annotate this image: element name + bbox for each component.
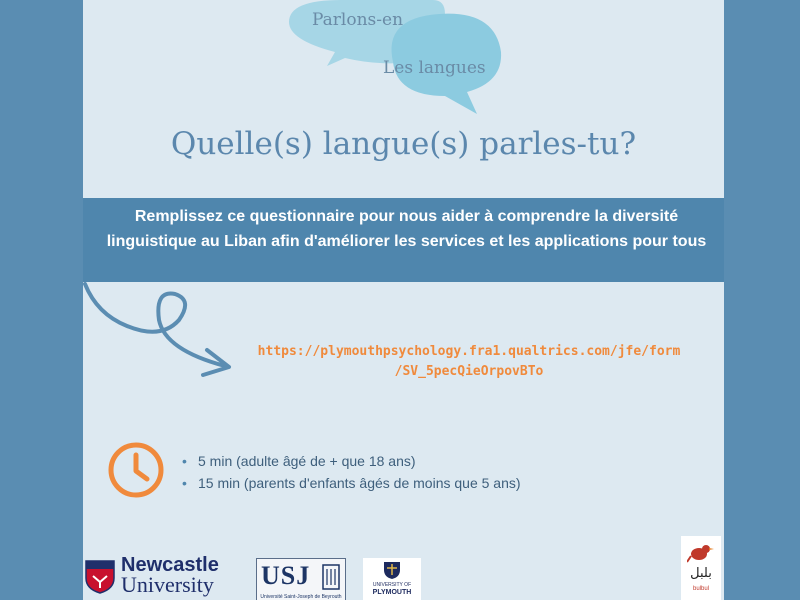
plymouth-crest-icon	[382, 560, 402, 580]
newcastle-line-2: University	[121, 572, 214, 597]
page-title: Quelle(s) langue(s) parles-tu?	[170, 126, 637, 162]
link-line-1[interactable]: https://plymouthpsychology.fra1.qualtrics.com/jfe/form	[257, 344, 681, 359]
link-line-2[interactable]: /SV_5pecQieOrpovBTo	[394, 364, 544, 379]
poster	[83, 0, 724, 600]
banner-text: Remplissez ce questionnaire pour nous aider à comprendre la diversité linguistique au Liban afin d'améliorer les services et les applications pour tous	[106, 208, 707, 250]
bulbul-logo	[681, 536, 721, 600]
bubble-text-les-langues: Les langues	[383, 58, 486, 78]
questionnaire-link[interactable]	[243, 342, 695, 382]
clock-icon	[107, 441, 165, 499]
usj-subtitle: Université Saint-Joseph de Beyrouth	[260, 594, 342, 600]
duration-list	[182, 450, 521, 494]
newcastle-crest-icon	[85, 560, 115, 594]
bird-icon	[687, 538, 715, 566]
duration-adult: • 5 min (adulte âgé de + que 18 ans)	[182, 450, 521, 472]
plymouth-line-2: PLYMOUTH	[372, 589, 412, 596]
newcastle-university-logo	[85, 556, 239, 600]
usj-emblem-icon	[321, 563, 341, 591]
bulbul-latin: bulbul	[692, 586, 709, 592]
plymouth-university-logo	[363, 558, 421, 600]
bulbul-arabic: بلبل	[690, 566, 712, 581]
usj-logo	[256, 558, 346, 600]
bubble-text-parlons-en: Parlons-en	[312, 10, 404, 30]
partner-logos	[83, 548, 724, 600]
usj-name: USJ	[261, 561, 311, 590]
duration-parents: • 15 min (parents d'enfants âgés de moins que 5 ans)	[182, 472, 521, 494]
newcastle-line-1: Newcastle	[121, 554, 219, 576]
plymouth-line-1: UNIVERSITY OF	[372, 582, 412, 588]
info-banner	[83, 198, 724, 282]
